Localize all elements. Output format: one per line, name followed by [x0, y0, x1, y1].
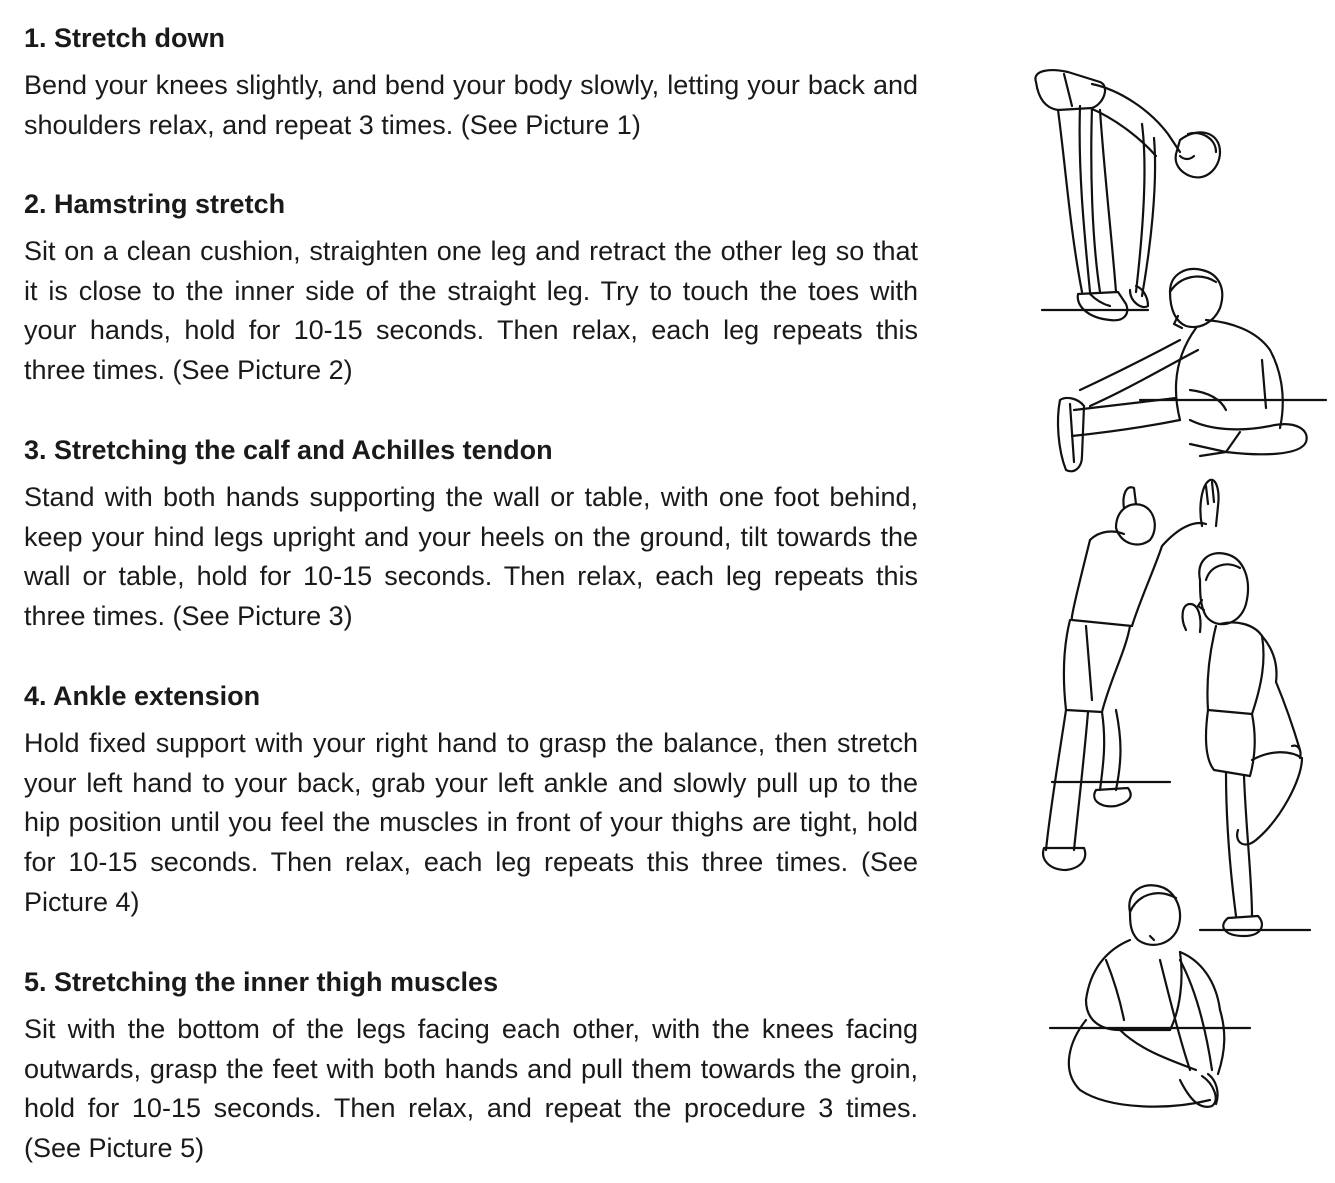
- person-sitting-inner-thigh-stretch-icon: [1050, 885, 1250, 1107]
- person-calf-stretch-at-wall-icon: [1043, 480, 1218, 870]
- section-body: Sit on a clean cushion, straighten one leg and retract the other leg so that it is close to the inner side of the straight leg. Try to touch the toes with your hands, hold for 10-15 seconds. Then relax, each leg repeats this three times. (See Picture 2): [24, 236, 918, 386]
- illustrations-svg: [1030, 60, 1330, 1130]
- section-title: 1. Stretch down: [24, 23, 226, 53]
- section-hamstring-stretch: [24, 184, 918, 391]
- section-body: Hold fixed support with your right hand to grasp the balance, then stretch your left hand to your back, grab your left ankle and slowly pull up to the hip position until you feel the muscles in front of your thighs are tight, hold for 10-15 seconds. Then relax, each leg repeats this three times. (See Picture 4): [24, 728, 918, 917]
- illustrations-column: [1030, 60, 1330, 1130]
- section-body: Bend your knees slightly, and bend your body slowly, letting your back and shoulders relax, and repeat 3 times. (See Picture 1): [24, 70, 918, 140]
- section-ankle-extension: [24, 676, 918, 923]
- person-bending-forward-icon: [1035, 70, 1220, 320]
- section-body: Stand with both hands supporting the wall or table, with one foot behind, keep your hind legs upright and your heels on the ground, tilt towards the wall or table, hold for 10-15 seconds. Then relax, each leg repeats this three times. (See Picture 3): [24, 482, 918, 632]
- section-body: Sit with the bottom of the legs facing each other, with the knees facing outwards, grasp the feet with both hands and pull them towards the groin, hold for 10-15 seconds. Then relax, and repeat the procedure 3 times. (See Picture 5): [24, 1014, 918, 1164]
- section-stretch-down: [24, 18, 918, 145]
- section-title: 3. Stretching the calf and Achilles tendon: [24, 435, 553, 465]
- section-calf-achilles-stretch: [24, 430, 918, 637]
- person-ankle-extension-icon: [1183, 553, 1310, 936]
- section-title: 2. Hamstring stretch: [24, 189, 286, 219]
- person-sitting-hamstring-stretch-icon: [1058, 269, 1326, 471]
- section-title: 5. Stretching the inner thigh muscles: [24, 967, 499, 997]
- section-inner-thigh-stretch: [24, 962, 918, 1169]
- section-title: 4. Ankle extension: [24, 681, 261, 711]
